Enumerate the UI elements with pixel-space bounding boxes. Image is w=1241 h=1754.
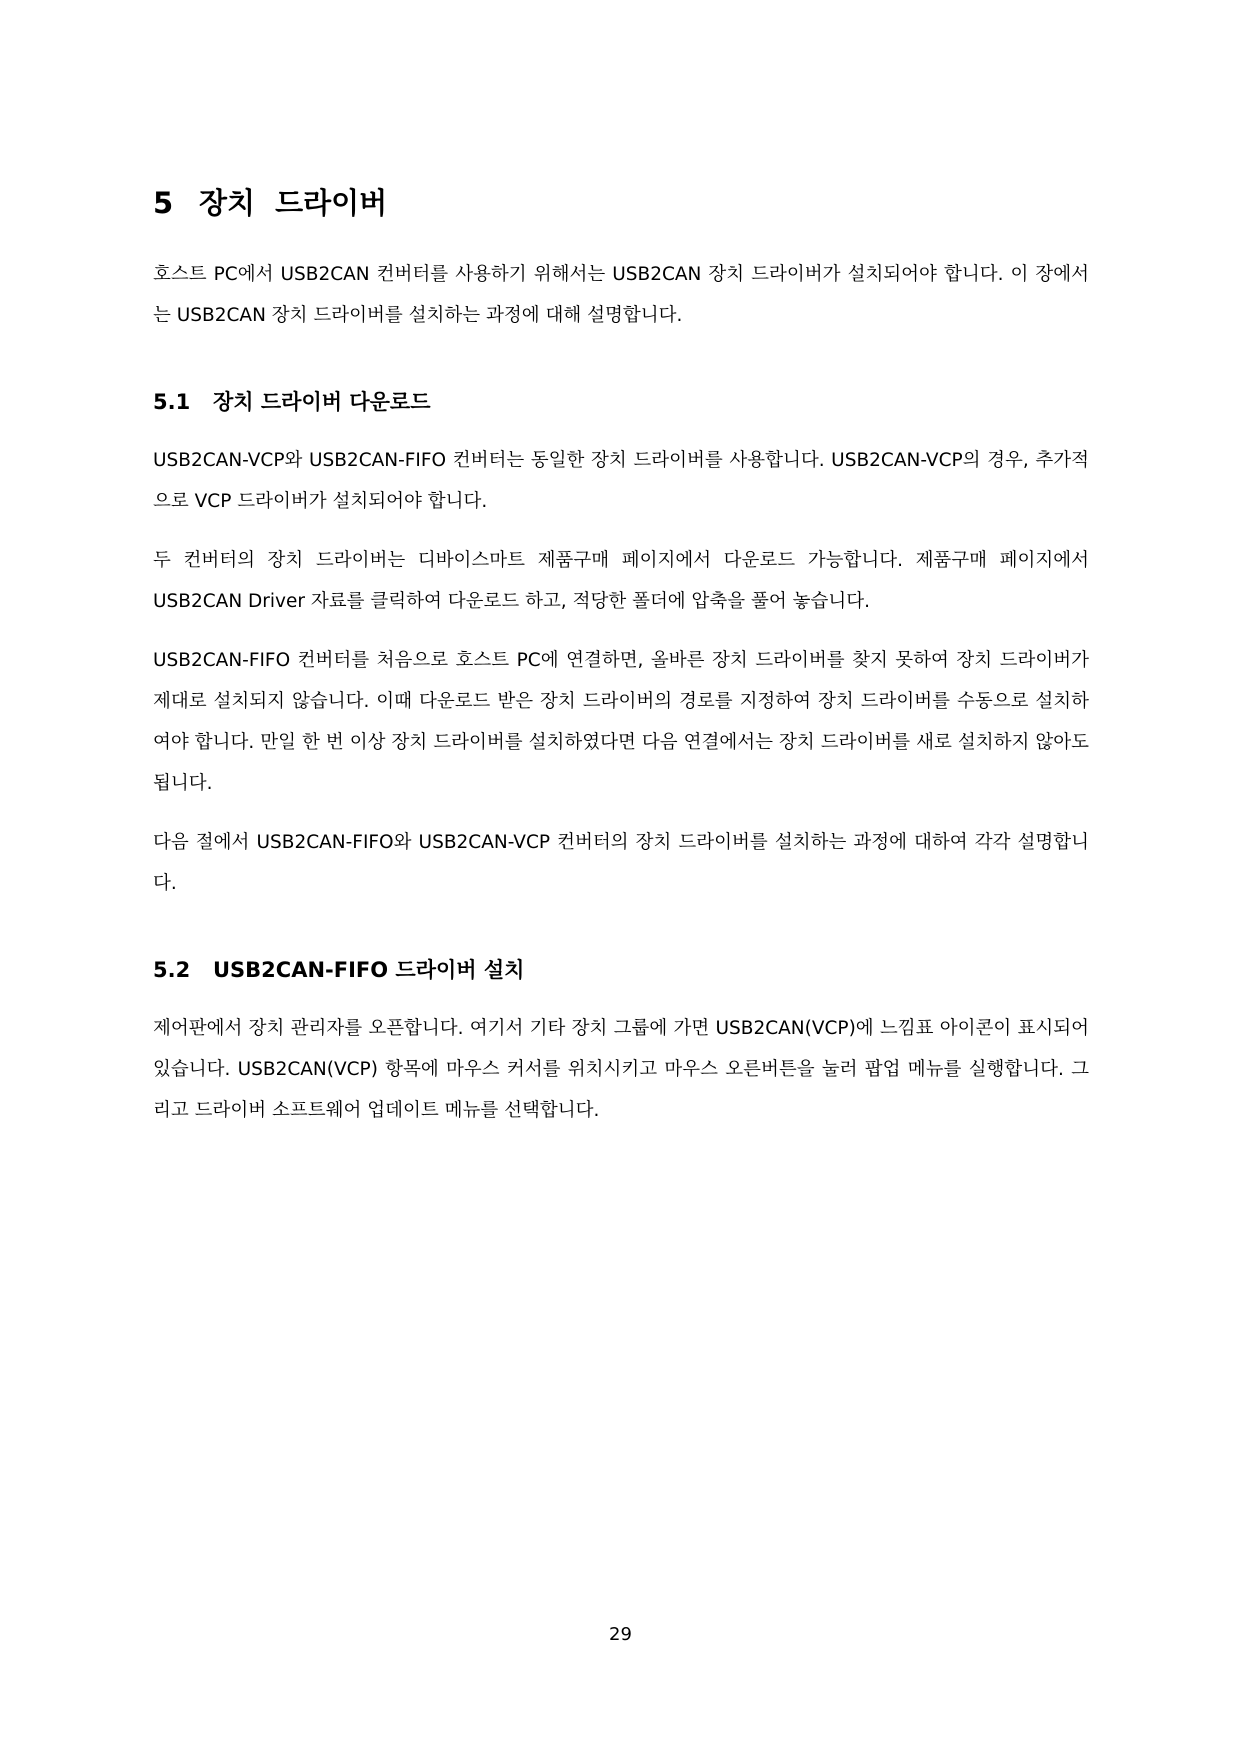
section-paragraph: 제어판에서 장치 관리자를 오픈합니다. 여기서 기타 장치 그룹에 가면 USB2CAN(VCP)에 느낌표 아이콘이 표시되어 있습니다. USB2CAN(VCP) 항목에 마우스 커서를 위치시키고 마우스 오른버튼을 눌러 팝업 메뉴를 실행합니다. 그리고 드라이버 소프트웨어 업데이트 메뉴를 선택합니다.: [153, 1018, 1089, 1121]
page-number: 29: [609, 1624, 632, 1645]
section-paragraph: 다음 절에서 USB2CAN-FIFO와 USB2CAN-VCP 컨버터의 장치 드라이버를 설치하는 과정에 대하여 각각 설명합니다.: [153, 832, 1089, 894]
section-paragraph: USB2CAN-FIFO 컨버터를 처음으로 호스트 PC에 연결하면, 올바른 장치 드라이버를 찾지 못하여 장치 드라이버가 제대로 설치되지 않습니다. 이때 다운로드 받은 장치 드라이버의 경로를 지정하여 장치 드라이버를 수동으로 설치하여야 합니다. 만일 한 번 이상 장치 드라이버를 설치하였다면 다음 연결에서는 장치 드라이버를 새로 설치하지 않아도 됩니다.: [153, 650, 1089, 794]
section-title: 장치 드라이버 다운로드: [213, 390, 431, 414]
chapter-intro-paragraph: 호스트 PC에서 USB2CAN 컨버터를 사용하기 위해서는 USB2CAN 장치 드라이버가 설치되어야 합니다. 이 장에서는 USB2CAN 장치 드라이버를 설치하는 과정에 대해 설명합니다.: [153, 264, 1089, 326]
section-title: USB2CAN-FIFO 드라이버 설치: [213, 958, 525, 982]
section-paragraph: USB2CAN-VCP와 USB2CAN-FIFO 컨버터는 동일한 장치 드라이버를 사용합니다. USB2CAN-VCP의 경우, 추가적으로 VCP 드라이버가 설치되어야 합니다.: [153, 450, 1089, 512]
section-heading-5-2: [153, 948, 1089, 992]
chapter-number: 5: [153, 186, 174, 220]
section-number: 5.2: [153, 958, 191, 982]
section-paragraph: 두 컨버터의 장치 드라이버는 디바이스마트 제품구매 페이지에서 다운로드 가능합니다. 제품구매 페이지에서 USB2CAN Driver 자료를 클릭하여 다운로드 하고, 적당한 폴더에 압축을 풀어 놓습니다.: [153, 550, 1089, 612]
chapter-title: 장치 드라이버: [199, 186, 388, 220]
section-number: 5.1: [153, 390, 191, 414]
section-heading-5-1: [153, 380, 1089, 424]
page-content: [153, 178, 1089, 1149]
chapter-heading: [153, 178, 1089, 228]
